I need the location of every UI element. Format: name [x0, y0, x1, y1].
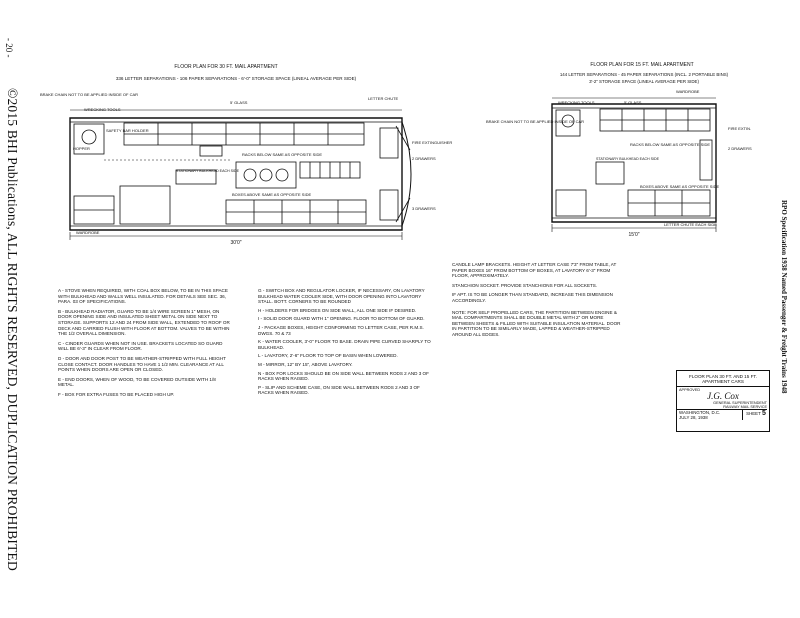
plan30-overall-dim: 30'0" [230, 240, 242, 246]
title-block-line1: FLOOR PLAN 30 FT. AND 15 FT. [689, 374, 757, 379]
plan15-wrecking-tools: WRECKING TOOLS [558, 100, 595, 105]
plan30-hopper: HOPPER [73, 146, 90, 151]
plan30-brake-chain: BRAKE CHAIN NOT TO BE APPLIED INSIDE OF CAR [40, 92, 139, 97]
plan15-stationary: STATIONARY BULKHEAD EACH SIDE [596, 157, 660, 161]
title-block-date: JULY 28, 1938 [679, 415, 708, 420]
title-block-line2: APARTMENT CARS [677, 379, 769, 387]
title-block-org1: GENERAL SUPERINTENDENT [713, 401, 767, 405]
note-p: P - SLIP AND SCHEME CASE, ON SIDE WALL BETWEEN RODS 2 AND 3 OF RACKS WHEN RAISED. [258, 384, 420, 396]
note-self-propelled: NOTE: FOR SELF PROPELLED CARS, THE PARTITION BETWEEN ENGINE & MAIL COMPARTMENTS SHALL BE DOUBLE METAL WITH 2" OR MORE BETWEEN SHEETS & FILLED WITH SUITABLE INSULATION MATERIAL. DOOR IN PARTITION TO BE SIMILARLY MADE, LAPPED & WEATHER-STRIPPED AROUND ALL EDGES. [452, 309, 621, 337]
copyright-notice: ©2015 BHI Publications, ALL RIGHTS RESERVED, DUPLICATION PROHIBITED [5, 88, 20, 571]
note-j: J - PACKAGE BOXES, HEIGHT CONFORMING TO LETTER CASE, PER R.M.S. DWGS. 70 & 73 [258, 324, 424, 336]
plan30-drawers-bottom: 3 DRAWERS [412, 206, 436, 211]
plan15-subtitle-1: 144 LETTER SEPARATIONS - 45 PAPER SEPARATIONS (INCL. 2 PORTABLE BINS) [559, 72, 729, 77]
plan30-title: FLOOR PLAN FOR 30 FT. MAIL APARTMENT [174, 64, 278, 70]
notes-column-1 [58, 288, 230, 398]
plan30-drawers-top: 2 DRAWERS [412, 156, 436, 161]
title-block-city: WASHINGTON, D.C. [679, 410, 721, 415]
plan15-racks: RACKS BELOW SAME AS OPPOSITE SIDE [630, 142, 711, 147]
title-block-org2: RAILWAY MAIL SERVICE [677, 405, 767, 410]
page-number: - 20 - [4, 38, 14, 58]
plan30-wardrobe: WARDROBE [76, 230, 100, 235]
plan15-title: FLOOR PLAN FOR 15 FT. MAIL APARTMENT [590, 62, 694, 68]
plan15-overall-dim: 15'0" [628, 232, 640, 238]
plan15-boxes-above: BOXES ABOVE SAME AS OPPOSITE SIDE [640, 184, 720, 189]
plan15-subtitle-2: 3'-2" STORAGE SPACE (LINEAL AVERAGE PER SIDE) [589, 79, 699, 84]
plan30-boxes-above: BOXES ABOVE SAME AS OPPOSITE SIDE [232, 192, 312, 197]
plan-30ft-text [40, 64, 452, 246]
note-candle: CANDLE LAMP BRACKETS. HEIGHT AT LETTER CASE 7'3" FROM TABLE, AT PAPER BOXES 16" FROM BOTTOM OF BOXES, AT LAVATORY 6'-3" FROM FLOOR, APPROXIMATELY. [452, 262, 617, 279]
plan30-racks: RACKS BELOW SAME AS OPPOSITE SIDE [242, 152, 323, 157]
plan15-glass: 5' GLASS [624, 100, 642, 105]
plan30-subtitle: 336 LETTER SEPARATIONS - 106 PAPER SEPARATIONS - 6'-0" STORAGE SPACE (LINEAL AVERAGE PER SIDE) [115, 76, 357, 81]
note-g: G - SWITCH BOX AND REGULATOR LOCKER, IF NECESSARY, ON LAVATORY BULKHEAD WATER COOLER SIDE, WITH DOOR OPENING INTO LAVATORY STALL. BOTT. CORNERS TO BE ROUNDED [258, 288, 425, 305]
note-i: I - SOLID DOOR GUARD WITH 1" OPENING. FLOOR TO BOTTOM OF GUARD. [258, 316, 425, 322]
title-block-approved: APPROVED [679, 388, 701, 392]
plan30-glass: 5' GLASS [230, 100, 248, 105]
note-c: C - CINDER GUARDS WHEN NOT IN USE. BRACKETS LOCATED SO GUARD WILL BE 6'-3" IN CLEAR FROM FLOOR. [58, 340, 223, 352]
note-b: B - BULKHEAD RADIATOR, GUARD TO BE 1/4 WIRE SCREEN 1" MESH, ON DOOR OPENING SIDE AND INSULATED SHEET METAL ON SIDE NEXT TO STORAGE. SUPPORTS 12 AND 24 FROM SIDE WALL, EXTENDED TO ROOF OR DECK AND CARRIED FLUSH WITH FLOOR AT BOTTOM. VALVES TO BE WITHIN THE 1/2 OVERALL DIMENSION. [58, 308, 230, 337]
note-d: D - DOOR AND DOOR POST TO BE WEATHER-STRIPPED WITH FULL HEIGHT CLOSE CONTACT. DOOR HANDLES TO HAVE 1 1/2 MIN. CLEARANCE AT ALL POINTS WHEN DOORS ARE OPEN OR CLOSED. [58, 355, 226, 373]
plan30-letter-chute: LETTER CHUTE [368, 96, 399, 101]
plan15-wardrobe-top: WARDROBE [676, 89, 700, 94]
note-longer: IF APT. IS TO BE LONGER THAN STANDARD, INCREASE THIS DIMENSION ACCORDINGLY. [452, 292, 613, 303]
notes-column-3 [452, 262, 622, 338]
title-block-sheet-number: 5 [761, 410, 766, 417]
plan15-letter-chute: LETTER CHUTE EACH SIDE [664, 222, 717, 227]
title-block-signature: J.G. Cox [707, 391, 739, 401]
note-a: A - STOVE WHEN REQUIRED, WITH COAL BOX BELOW, TO BE IN THIS SPACE WITH BULKHEAD AND WALLS WELL INSULATED. FOR DETAILS SEE SEC. 36, PARA. 03 OF SPECIFICATIONS. [58, 288, 228, 305]
title-block [676, 370, 770, 432]
plan30-stationary: STATIONARY BULKHEAD EACH SIDE [176, 169, 240, 173]
note-f: F - BOX FOR EXTRA FUSES TO BE PLACED HIGH UP. [58, 391, 175, 397]
note-e: E - END DOORS, WHEN OF WOOD, TO BE COVERED OUTSIDE WITH 1/8 METAL. [58, 376, 216, 388]
plan15-brake-chain: BRAKE CHAIN NOT TO BE APPLIED INSIDE OF CAR [486, 119, 585, 124]
notes-column-2 [258, 288, 434, 396]
plan30-safety-bar: SAFETY BAR HOLDER [106, 128, 149, 133]
note-k: K - WATER COOLER, 3'-0" FLOOR TO BASE. DRAIN PIPE CURVED SHARPLY TO BULKHEAD. [258, 339, 431, 350]
note-n: N - BOX FOR LOCKS SHOULD BE ON SIDE WALL BETWEEN RODS 2 AND 3 OF RACKS WHEN RAISED. [258, 370, 429, 382]
plan30-fire-ext: FIRE EXTINGUISHER [412, 140, 453, 145]
title-block-sheet-label: SHEET [746, 411, 761, 416]
note-l: L - LAVATORY, 2'-6" FLOOR TO TOP OF BASIN WHEN LOWERED. [258, 353, 398, 359]
note-stanchion: STANCHION SOCKET. PROVIDE STANCHIONS FOR ALL SOCKETS. [452, 282, 598, 288]
running-header: RPO Specification 1938 Named Passenger & Freight Trains 1948 [780, 200, 788, 394]
note-h: H - HOLDERS FOR BRIDGES ON SIDE WALL, ALL ONE SIDE IF DESIRED. [258, 307, 417, 313]
plan30-wrecking-tools: WRECKING TOOLS [84, 107, 121, 112]
plan15-drawers: 2 DRAWERS [728, 146, 752, 151]
plan15-fire-ext: FIRE EXTIN. [728, 126, 752, 131]
note-m: M - MIRROR, 12" BY 15", ABOVE LAVATORY. [258, 361, 353, 367]
